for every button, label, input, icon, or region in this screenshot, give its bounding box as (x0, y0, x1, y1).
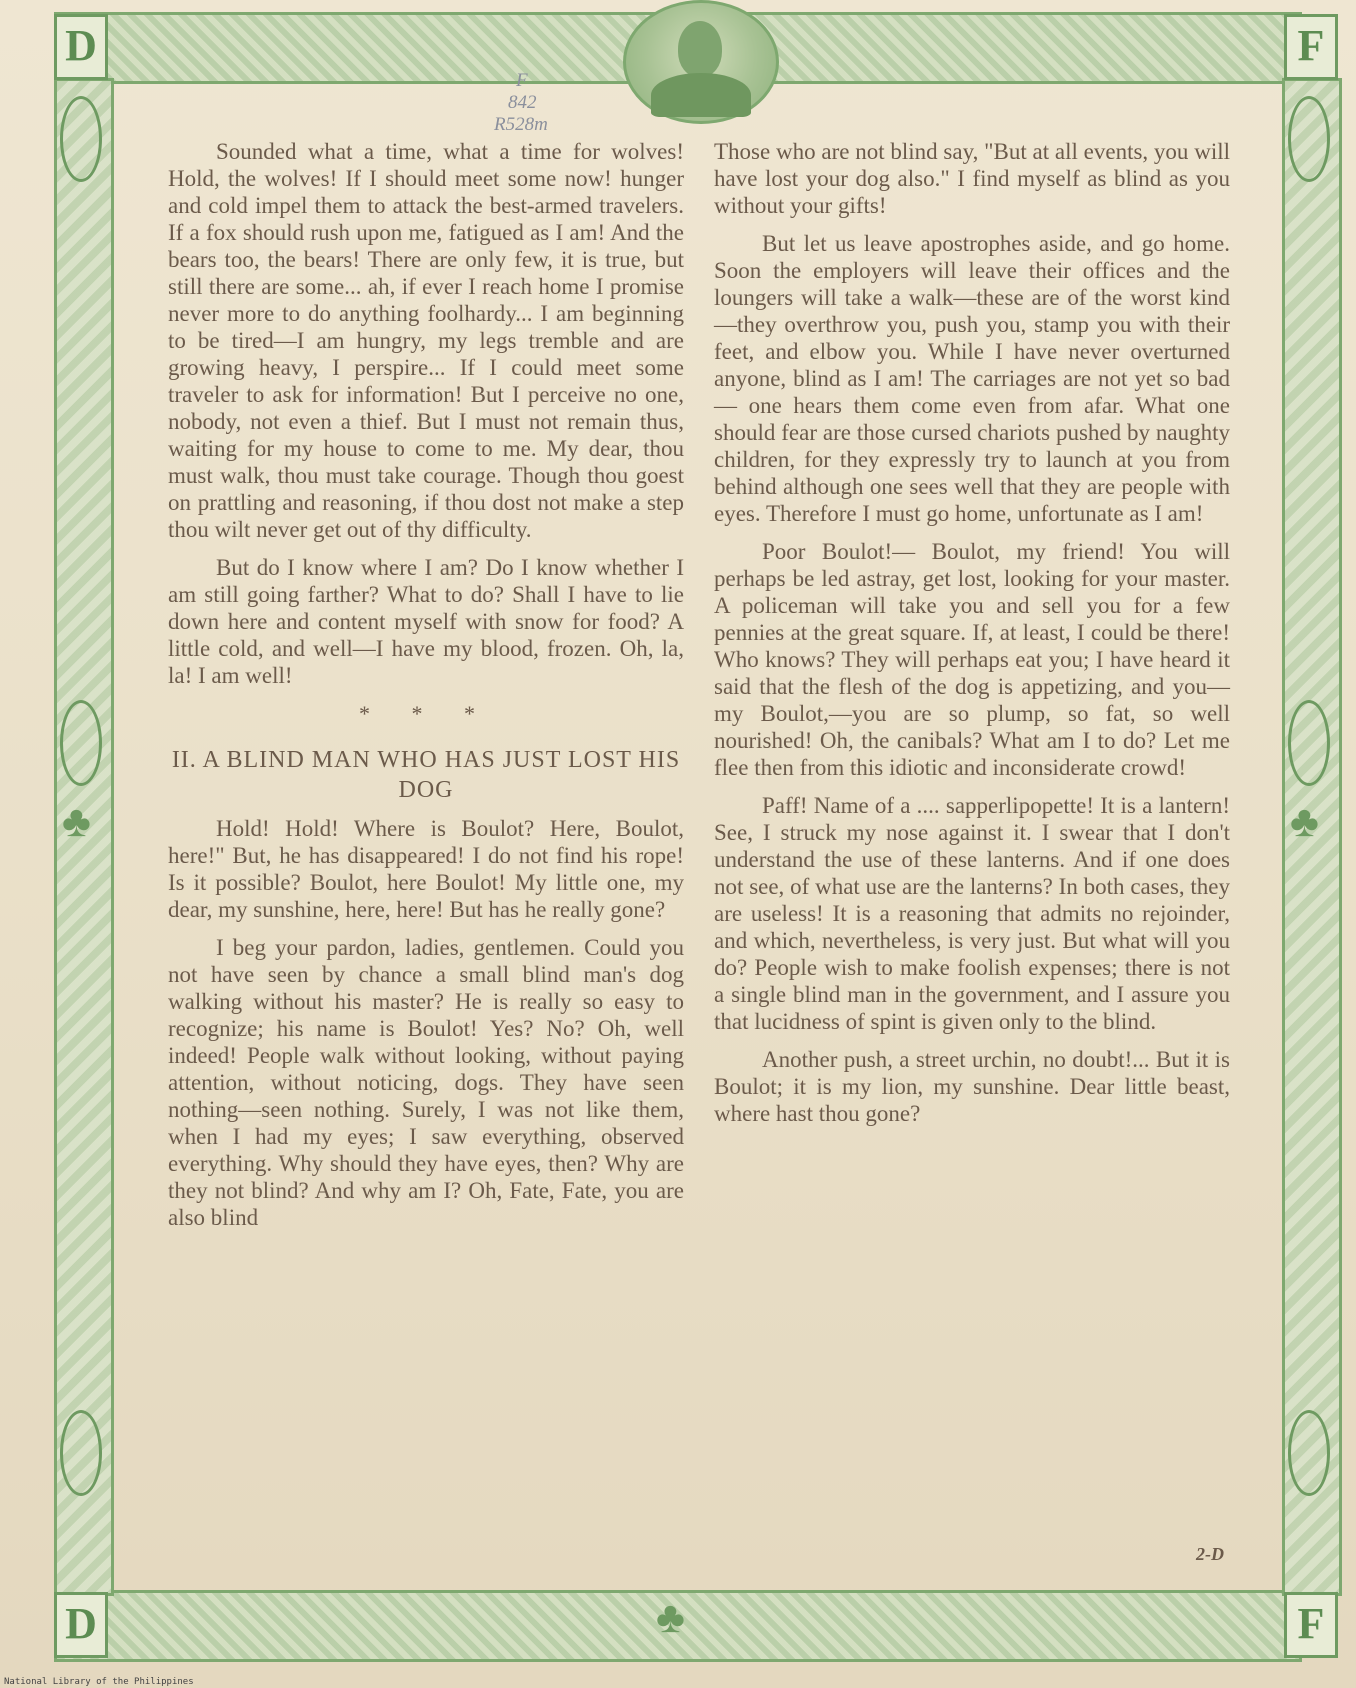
paragraph: Another push, a street urchin, no doubt!... But it is Boulot; it is my lion, my sunshine. Dear little beast, where hast thou gone? (714, 1047, 1230, 1126)
vine-ornament-icon (1288, 1410, 1330, 1496)
annotation-line: 842 (508, 92, 537, 113)
paragraph: Those who are not blind say, "But at all events, you will have lost your dog also." I find myself as blind as you without your gifts! (714, 139, 1230, 218)
clover-icon: ♣ (656, 1593, 685, 1642)
vine-ornament-icon (60, 96, 102, 182)
paragraph: Sounded what a time, what a time for wolves! Hold, the wolves! If I should meet some now! hunger and cold impel them to attack the best-armed travelers. If a fox should rush upon me, fatigued as I am! And the bears too, the bears! There are only few, it is true, but still there are some... ah, if ever I reach home I promise never more to do anything foolhardy... I am beginning to be tired—I am hungry, my legs tremble and are growing heavy, I perspire... If I could meet some traveler to ask for information! But I perceive no one, nobody, not even a thief. But I must not remain thus, waiting for my house to come to me. My dear, thou must walk, thou must take courage. Though thou goest on prattling and reasoning, if thou dost not make a step thou wilt never get out of thy difficulty. (168, 139, 684, 542)
portrait-shoulders (651, 73, 751, 117)
paragraph: Paff! Name of a .... sapperlipopette! It is a lantern! See, I struck my nose against it. I swear that I don't understand the use of these lanterns. And if one does not see, of what use are the lanterns? In both cases, they are useless! It is a reasoning that admits no rejoinder, and which, nevertheless, is very just. But what will you do? People wish to make foolish expenses; there is not a single blind man in the government, and I assure you that lucidness of spint is given only to the blind. (714, 793, 1230, 1034)
library-credit: National Library of the Philippines (4, 1677, 194, 1687)
portrait-head (678, 21, 722, 77)
right-column (714, 138, 1230, 1138)
section-heading: II. A BLIND MAN WHO HAS JUST LOST HIS DOG (171, 747, 681, 803)
corner-monogram-left: D (54, 1592, 108, 1658)
clover-icon: ♣ (1290, 797, 1319, 846)
left-column (168, 138, 684, 1242)
paragraph: I beg your pardon, ladies, gentlemen. Could you not have seen by chance a small blind man's dog walking without his master? He is really so easy to recognize; his name is Boulot! Yes? No? Oh, well indeed! People walk without looking, without paying attention, without noticing, dogs. They have seen nothing—seen nothing. Surely, I was not like them, when I had my eyes; I saw everything, observed everything. Why should they have eyes, then? Why are they not blind? And why am I? Oh, Fate, Fate, you are also blind (168, 935, 684, 1230)
paragraph: But do I know where I am? Do I know whether I am still going farther? What to do? Shall I have to lie down here and content myself with snow for food? A little cold, and well—I have my blood, frozen. Oh, la, la! I am well! (168, 555, 684, 688)
page-number: 2-D (1196, 1544, 1224, 1564)
paragraph: Poor Boulot!— Boulot, my friend! You will perhaps be led astray, get lost, looking for your master. A policeman will take you and sell you for a few pennies at the great square. If, at least, I could be there! Who knows? They will perhaps eat you; I have heard it said that the flesh of the dog is appetizing, and you—my Boulot,—you are so plump, so fat, so well nourished! Oh, the canibals? What am I to do? Let me flee then from this idiotic and inconsiderate crowd! (714, 539, 1230, 780)
pencil-annotation (484, 70, 594, 136)
vine-ornament-icon (60, 1410, 102, 1496)
corner-monogram-right: F (1284, 14, 1338, 80)
paragraph: Hold! Hold! Where is Boulot? Here, Boulot, here!" But, he has disappeared! I do not find his rope! Is it possible? Boulot, here Boulot! My little one, my dear, my sunshine, here, here! But has he really gone? (168, 816, 684, 922)
clover-icon: ♣ (62, 797, 91, 846)
vine-ornament-icon (1288, 96, 1330, 182)
vine-ornament-icon (1288, 700, 1330, 786)
corner-monogram-left: D (54, 14, 108, 80)
paragraph: But let us leave apostrophes aside, and go home. Soon the employers will leave their offices and the loungers will take a walk—these are of the worst kind —they overthrow you, push you, stamp you with their feet, and elbow you. While I have never overturned anyone, blind as I am! The carriages are not yet so bad— one hears them come even from afar. What one should fear are those cursed chariots pushed by naughty children, for they expressly try to launch at you from behind although one sees well that they are people with eyes. Therefore I must go home, unfortunate as I am! (714, 231, 1230, 526)
section-separator: * * * (359, 701, 493, 726)
vine-ornament-icon (60, 700, 102, 786)
annotation-line: F (516, 70, 528, 91)
annotation-line: R528m (494, 114, 548, 135)
corner-monogram-right: F (1284, 1592, 1338, 1658)
portrait-medallion-icon (623, 0, 779, 124)
